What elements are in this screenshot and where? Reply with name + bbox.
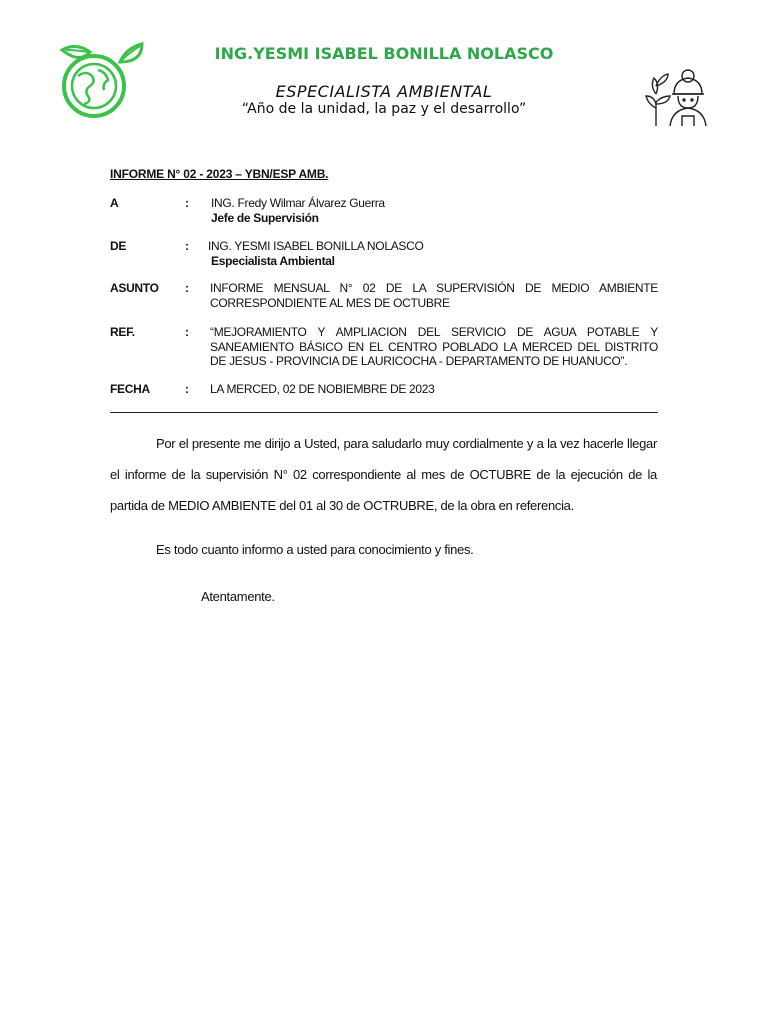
sender-title: Especialista Ambiental xyxy=(211,253,335,268)
field-a xyxy=(110,196,658,226)
field-ref xyxy=(110,325,658,370)
body-paragraph: Por el presente me dirijo a Usted, para saludarlo muy cordialmente y a la vez hacerle llegar el informe de la supervisión N° 02 correspondiente al mes de OCTUBRE de la ejecución de la partida de MEDIO AMBIENTE del 01 al 30 de OCTRUBRE, de la obra en referencia. xyxy=(110,436,657,513)
field-value xyxy=(210,281,658,310)
body-paragraph: Es todo cuanto informo a usted para conocimiento y fines. xyxy=(156,542,474,557)
field-label: FECHA xyxy=(110,382,150,396)
field-label: ASUNTO xyxy=(110,281,159,295)
header-name: ING.YESMI ISABEL BONILLA NOLASCO xyxy=(214,44,554,63)
subject-line: INFORME MENSUAL N° 02 DE LA SUPERVISIÓN DE MEDIO AMBIENTE xyxy=(210,281,658,295)
field-fecha xyxy=(110,382,658,398)
closing-text: Atentamente. xyxy=(201,589,275,604)
header-role: ESPECIALISTA AMBIENTAL xyxy=(275,82,493,101)
reference-line: “MEJORAMIENTO Y AMPLIACION DEL SERVICIO DE AGUA POTABLE Y xyxy=(210,325,658,339)
field-colon: : xyxy=(185,239,189,253)
subject-line: CORRESPONDIENTE AL MES DE OCTUBRE xyxy=(210,295,450,310)
field-colon: : xyxy=(185,325,189,339)
field-value xyxy=(210,325,658,369)
header-motto: “Año de la unidad, la paz y el desarrollo” xyxy=(241,101,527,117)
recipient-title: Jefe de Supervisión xyxy=(211,210,319,225)
field-colon: : xyxy=(185,281,189,295)
field-de xyxy=(110,239,658,269)
reference-line: SANEAMIENTO BÁSICO EN EL CENTRO POBLADO LA MERCED DEL DISTRITO xyxy=(210,339,658,354)
header-divider xyxy=(110,412,658,413)
field-label: A xyxy=(110,196,119,210)
date-value: LA MERCED, 02 DE NOBIEMBRE DE 2023 xyxy=(210,382,435,396)
field-colon: : xyxy=(185,382,189,396)
sender-name: ING. YESMI ISABEL BONILLA NOLASCO xyxy=(208,239,424,253)
field-value xyxy=(211,196,658,225)
field-colon: : xyxy=(185,196,189,210)
field-label: REF. xyxy=(110,325,135,339)
recipient-name: ING. Fredy Wilmar Álvarez Guerra xyxy=(211,196,385,210)
reference-line: DE JESUS - PROVINCIA DE LAURICOCHA - DEPARTAMENTO DE HUANUCO”. xyxy=(210,354,628,368)
report-number: INFORME N° 02 - 2023 – YBN/ESP AMB. xyxy=(110,167,329,181)
field-value xyxy=(208,239,658,268)
field-asunto xyxy=(110,281,658,311)
field-label: DE xyxy=(110,239,127,253)
